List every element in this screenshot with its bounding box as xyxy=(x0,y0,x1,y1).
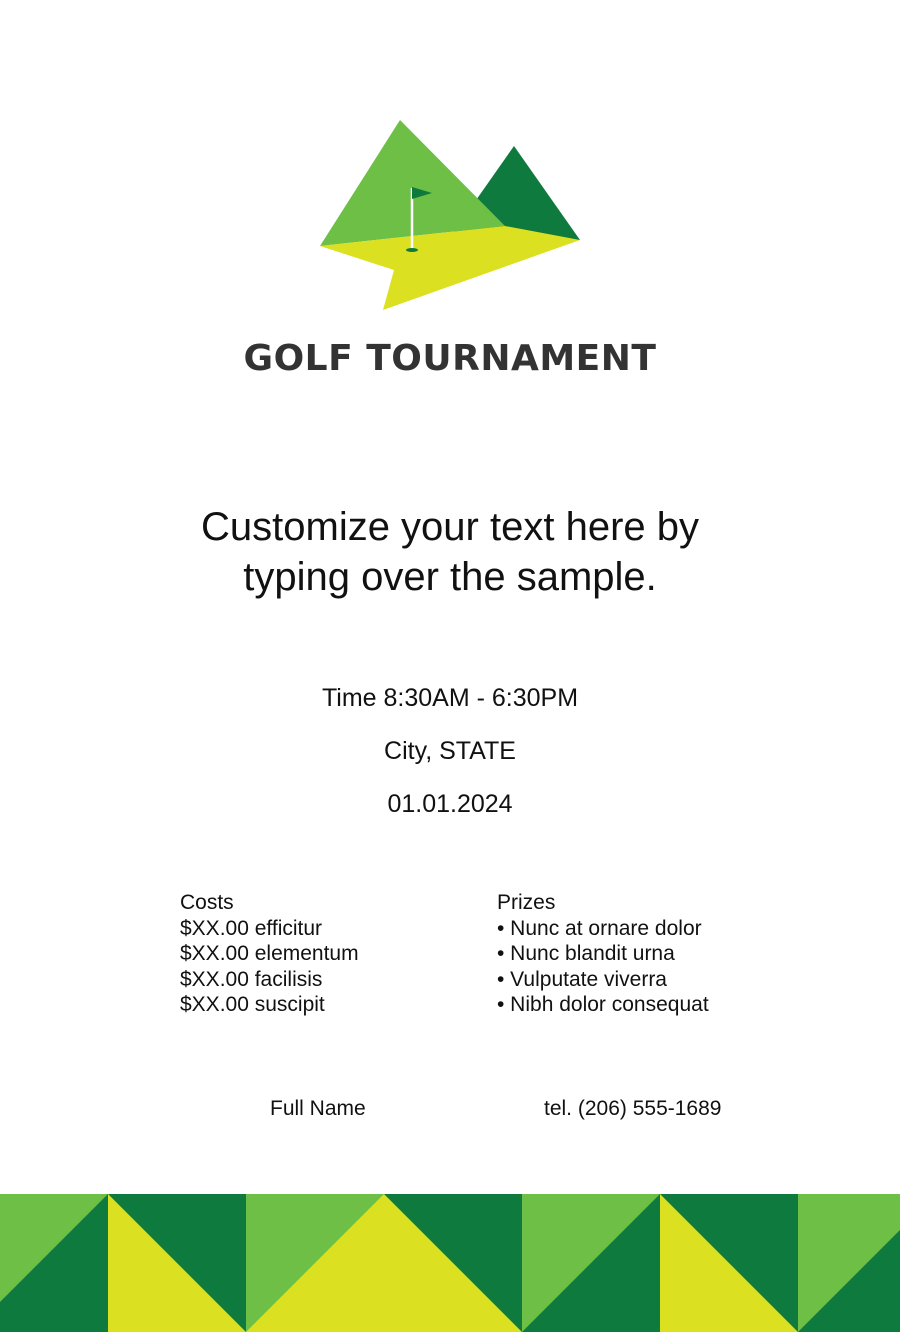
tagline-line-2: typing over the sample. xyxy=(243,555,657,599)
costs-heading: Costs xyxy=(180,891,234,914)
prize-item: • Nibh dolor consequat xyxy=(497,993,709,1016)
cost-item: $XX.00 efficitur xyxy=(180,916,323,940)
event-title: GOLF TOURNAMENT xyxy=(243,338,657,379)
event-date: 01.01.2024 xyxy=(387,790,513,818)
cost-item: $XX.00 elementum xyxy=(180,942,359,965)
tagline-line-1: Customize your text here by xyxy=(201,505,699,549)
mountain-golf-flag-icon xyxy=(300,110,600,320)
prize-item: • Nunc at ornare dolor xyxy=(497,916,702,940)
prizes-heading: Prizes xyxy=(497,891,556,914)
triangle-pattern-band xyxy=(0,1194,900,1332)
contact-name: Full Name xyxy=(270,1097,366,1120)
cost-item: $XX.00 facilisis xyxy=(180,967,323,991)
tagline xyxy=(150,502,750,602)
contact-phone: tel. (206) 555-1689 xyxy=(544,1097,722,1120)
costs-list xyxy=(180,890,359,1018)
event-time: Time 8:30AM - 6:30PM xyxy=(321,684,579,712)
prize-item: • Vulputate viverra xyxy=(497,967,667,991)
cost-item: $XX.00 suscipit xyxy=(180,993,325,1016)
logo-hole xyxy=(406,248,418,252)
prize-item: • Nunc blandit urna xyxy=(497,942,675,965)
prizes-list xyxy=(497,890,709,1018)
event-location: City, STATE xyxy=(384,737,516,765)
